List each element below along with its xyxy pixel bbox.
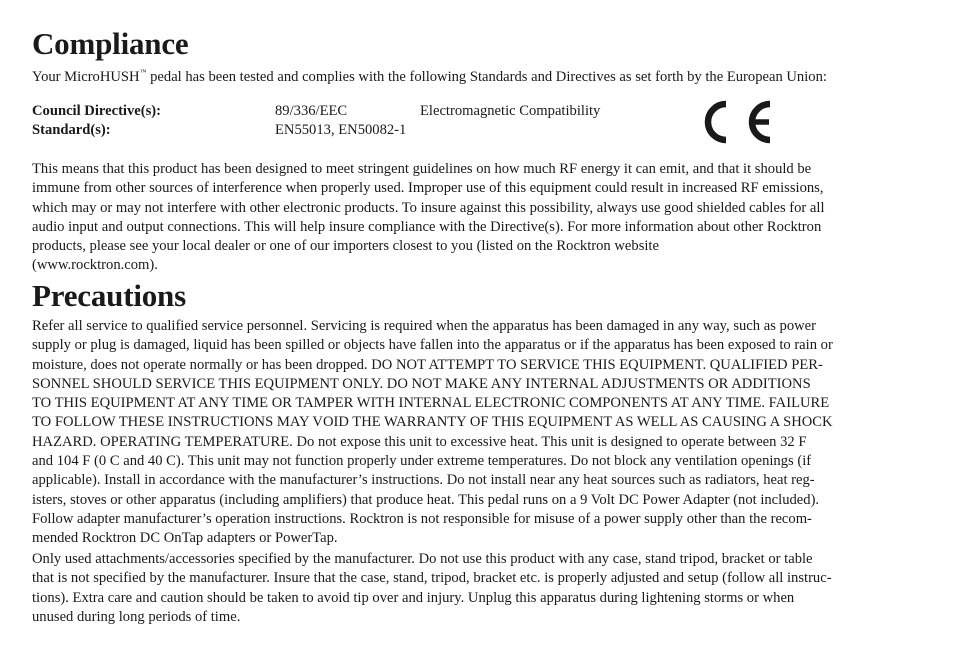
compliance-body-line: This means that this product has been designed to meet stringent guidelines on how much RF energy it can emit, and that it should be bbox=[32, 161, 812, 177]
precautions-body-accessories bbox=[32, 550, 924, 627]
precautions-body-line: isters, stoves or other apparatus (including amplifiers) that produce heat. This pedal runs on a 9 Volt DC Power Adapter (not included). bbox=[32, 491, 820, 508]
compliance-intro bbox=[32, 63, 827, 87]
precautions-body-line: that is not specified by the manufacturer. Insure that the case, stand, tripod, bracket etc. is properly adjusted and setup (follow all instruc- bbox=[32, 570, 832, 587]
intro-text-start: Your MicroHUSH bbox=[32, 69, 140, 85]
precautions-body-line: tions). Extra care and caution should be taken to avoid tip over and injury. Unplug this apparatus during lightening storms or when bbox=[32, 589, 795, 606]
compliance-body-line: products, please see your local dealer or one of our importers closest to you (listed on the Rocktron website bbox=[32, 238, 659, 255]
precautions-body-line: SONNEL SHOULD SERVICE THIS EQUIPMENT ONLY. DO NOT MAKE ANY INTERNAL ADJUSTMENTS OR ADDITIONS bbox=[32, 375, 811, 392]
compliance-heading: Compliance bbox=[32, 26, 189, 61]
standard-label: Standard(s): bbox=[32, 122, 111, 138]
precautions-body-line: applicable). Install in accordance with the manufacturer’s instructions. Do not install near any heat sources such as radiators, heat reg- bbox=[32, 472, 815, 489]
compliance-body-line: which may or may not interfere with other electronic products. To insure against this possibility, always use good shielded cables for all bbox=[32, 199, 825, 216]
compliance-body-line: immune from other sources of interference when properly used. Improper use of this equipment could result in increased RF emissions, bbox=[32, 180, 824, 197]
precautions-body-line: mended Rocktron DC OnTap adapters or PowerTap. bbox=[32, 530, 338, 547]
precautions-body-line: moisture, does not operate normally or has been dropped. DO NOT ATTEMPT TO SERVICE THIS EQUIPMENT. QUALIFIED PER- bbox=[32, 356, 823, 373]
standard-value: EN55013, EN50082-1 bbox=[275, 122, 407, 138]
precautions-body-line: TO THIS EQUIPMENT AT ANY TIME OR TAMPER WITH INTERNAL ELECTRONIC COMPONENTS AT ANY TIME. FAILURE bbox=[32, 395, 830, 412]
precautions-body-line: supply or plug is damaged, liquid has been spilled or objects have fallen into the apparatus or if the apparatus has been exposed to rain or bbox=[32, 337, 833, 354]
precautions-body-line: unused during long periods of time. bbox=[32, 608, 241, 625]
compliance-body-line: audio input and output connections. This will help insure compliance with the Directive(s). For more information about other Rocktron bbox=[32, 218, 822, 235]
precautions-heading: Precautions bbox=[32, 278, 186, 313]
precautions-body-line: Only used attachments/accessories specified by the manufacturer. Do not use this product with any case, stand tripod, bracket or table bbox=[32, 551, 813, 567]
precautions-body-line: Follow adapter manufacturer’s operation instructions. Rocktron is not responsible for misuse of a power supply other than the recom- bbox=[32, 510, 812, 527]
precautions-body-line: HAZARD. OPERATING TEMPERATURE. Do not expose this unit to excessive heat. This unit is designed to operate between 32 F bbox=[32, 433, 807, 450]
council-directive-value: 89/336/EEC bbox=[275, 103, 348, 119]
precautions-body-line: Refer all service to qualified service personnel. Servicing is required when the apparatus has been damaged in any way, such as power bbox=[32, 318, 816, 334]
trademark-symbol: ™ bbox=[139, 68, 147, 76]
precautions-body-line: and 104 F (0 C and 40 C). This unit may not function properly under extreme temperatures. Do not block any ventilation openings (if bbox=[32, 453, 812, 470]
precautions-body-line: TO FOLLOW THESE INSTRUCTIONS MAY VOID THE WARRANTY OF THIS EQUIPMENT AS WELL AS CAUSING A SHOCK bbox=[32, 414, 833, 431]
ce-mark-icon bbox=[690, 94, 776, 150]
precautions-body bbox=[32, 317, 924, 549]
compliance-body bbox=[32, 160, 924, 276]
council-directive-description: Electromagnetic Compatibility bbox=[420, 103, 601, 119]
compliance-body-line: (www.rocktron.com). bbox=[32, 257, 158, 274]
intro-text-end: pedal has been tested and complies with the following Standards and Directives as set forth by the European Union: bbox=[146, 69, 827, 85]
council-directive-label: Council Directive(s): bbox=[32, 103, 162, 119]
